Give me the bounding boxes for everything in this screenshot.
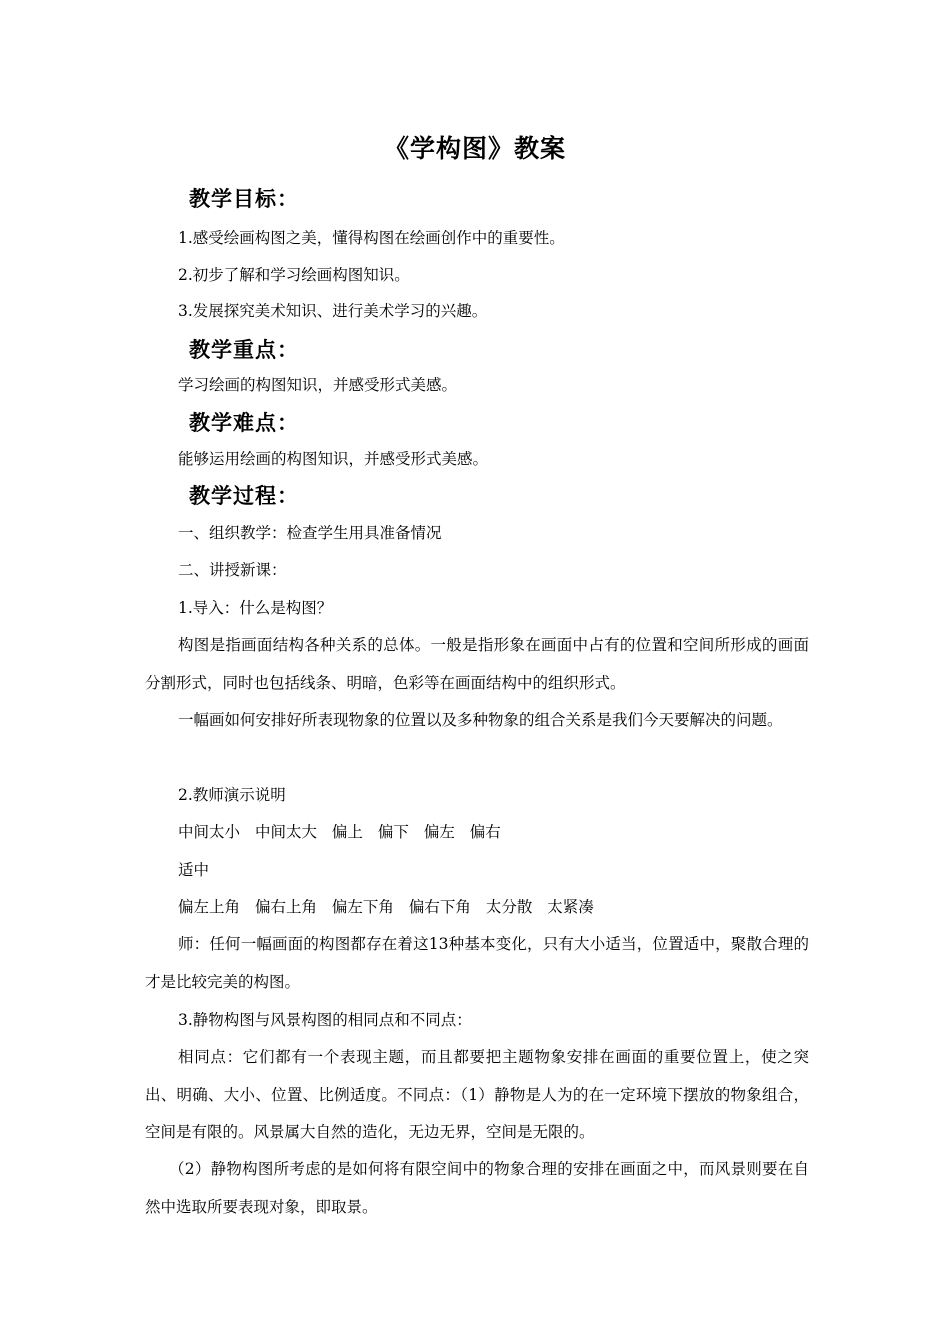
compare-paragraph: 相同点：它们都有一个表现主题，而且都要把主题物象安排在画面的重要位置上，使之突出、明确、大小、位置、比例适度。不同点：（1）静物是人为的在一定环境下摆放的物象组合，空间是有限的。风景属大自然的造化，无边无界，空间是无限的。: [145, 1048, 809, 1141]
demo-item: 偏右: [469, 823, 501, 841]
difficulties-text: 能够运用绘画的构图知识，并感受形式美感。: [178, 450, 489, 468]
teacher-paragraph: 师：任何一幅画面的构图都存在着这13种基本变化，只有大小适当，位置适中，聚散合理的才是比较完美的构图。: [145, 935, 809, 991]
key-points-heading: 教学重点：: [189, 338, 299, 362]
demo-item: 偏右下角: [408, 898, 471, 916]
difficulties-heading: 教学难点：: [189, 411, 299, 435]
objective-item-2: 2.初步了解和学习绘画构图知识。: [178, 266, 410, 284]
demo-item: 中间太大: [254, 823, 317, 841]
demo-item: 太分散: [485, 898, 533, 916]
compare-heading: 3.静物构图与风景构图的相同点和不同点：: [178, 1011, 472, 1029]
process-heading: 教学过程：: [189, 484, 299, 508]
demo-row-1: [178, 821, 511, 843]
process-step-1: 一、组织教学：检查学生用具准备情况: [178, 524, 442, 542]
demo-item: 中间太小: [178, 823, 241, 841]
compare-paragraph-2: （2）静物构图所考虑的是如何将有限空间中的物象合理的安排在画面之中，而风景则要在自然中选取所要表现对象，即取景。: [145, 1160, 809, 1216]
objectives-heading: 教学目标：: [189, 187, 299, 211]
objective-item-1: 1.感受绘画构图之美，懂得构图在绘画创作中的重要性。: [178, 229, 565, 247]
demo-item: 偏右上角: [254, 898, 317, 916]
demo-row-3: [178, 896, 604, 918]
demo-item: 偏左下角: [331, 898, 394, 916]
process-step-2: 二、讲授新课：: [178, 561, 287, 579]
demo-item: 偏上: [331, 823, 363, 841]
objective-item-3: 3.发展探究美术知识、进行美术学习的兴趣。: [178, 302, 488, 320]
process-intro: 1.导入：什么是构图？: [178, 599, 333, 617]
question-paragraph: 一幅画如何安排好所表现物象的位置以及多种物象的组合关系是我们今天要解决的问题。: [178, 711, 783, 729]
definition-paragraph: 构图是指画面结构各种关系的总体。一般是指形象在画面中占有的位置和空间所形成的画面分割形式，同时也包括线条、明暗，色彩等在画面结构中的组织形式。: [145, 636, 809, 692]
demo-item: 太紧凑: [547, 898, 594, 916]
demo-item: 偏左上角: [178, 898, 241, 916]
demo-item: 偏下: [377, 823, 409, 841]
demo-row-2: 适中: [178, 861, 210, 879]
document-title: 《学构图》教案: [383, 134, 566, 163]
key-points-text: 学习绘画的构图知识，并感受形式美感。: [178, 376, 458, 394]
demo-heading: 2.教师演示说明: [178, 786, 286, 804]
demo-item: 偏左: [423, 823, 455, 841]
